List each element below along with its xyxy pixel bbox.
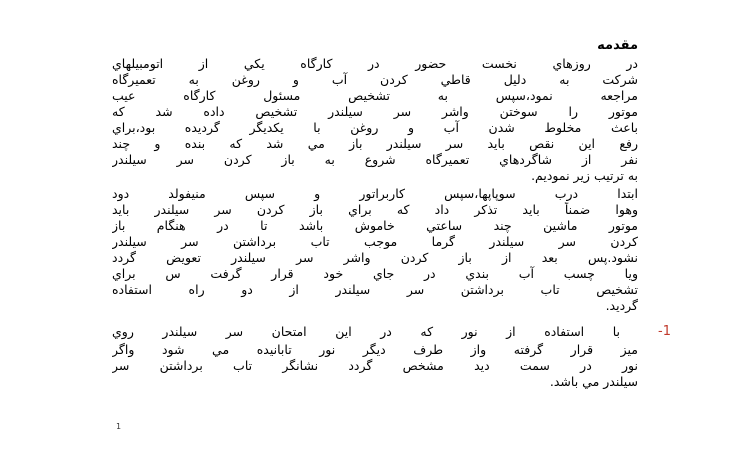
paragraph2-line: كردن سر سيلندر گرما موجب تاب برداشتن سر سيلندر — [112, 234, 638, 249]
paragraph1-line: به ترتيب زير نموديم. — [531, 168, 638, 183]
list-item-line: سيلندر مي باشد. — [549, 374, 638, 389]
paragraph1-line: مراجعه نمود،سپس به تشخيص مسئول كارگاه عيب — [112, 88, 638, 103]
paragraph2-line: گرديد. — [605, 298, 638, 313]
paragraph2-line: وهوا ضمناً بايد تذكر داد كه براي باز كردن سر سيلندر بايد — [112, 202, 638, 217]
page-number: 1 — [116, 422, 122, 431]
list-item-line: نور در سمت ديد مشخص گردد نشانگر تاب برداشتن سر — [112, 358, 638, 373]
paragraph1-line: در روزهاي نخست حضور در كارگاه يكي از اتومبيلهاي — [112, 56, 638, 71]
paragraph1-line: باعث مخلوط شدن آب و روغن با يكديگر گرديده بود،براي — [112, 120, 638, 135]
paragraph2-line: نشود.پس بعد از باز كردن واشر سر سيلندر تعويض گردد — [112, 250, 638, 265]
paragraph2-line: موتور ماشين چند ساعتي خاموش باشد تا در هنگام باز — [112, 218, 638, 233]
list-item-line: با استفاده از نور كه در اين امتحان سر سيلندر روي — [112, 324, 620, 339]
paragraph1-line: نفر از شاگردهاي تعميرگاه شروع به باز كردن سر سيلندر — [112, 152, 638, 167]
page-heading: مقدمه — [597, 38, 638, 53]
paragraph2-line: ابتدا درب سوپاپها،سپس كاربراتور و سپس منيفولد دود — [112, 186, 638, 201]
list-item-line: ميز قرار گرفته واز طرف ديگر نور تابانيده مي شود واگر — [112, 342, 638, 357]
paragraph2-line: تشخيص تاب برداشتن سر سيلندر از دو راه استفاده — [112, 282, 638, 297]
paragraph1-line: شركت به دليل قاطي كردن آب و روغن به تعميرگاه — [112, 72, 638, 87]
paragraph1-line: موتور را سوختن واشر سر سيلندر تشخيص داده شد كه — [112, 104, 638, 119]
list-item-number: -1 — [658, 324, 671, 339]
paragraph1-line: رفع اين نقص بايد سر سيلندر باز مي شد كه بنده و چند — [112, 136, 638, 151]
paragraph2-line: ويا چسب آب بندي در جاي خود قرار گرفت س براي — [112, 266, 638, 281]
